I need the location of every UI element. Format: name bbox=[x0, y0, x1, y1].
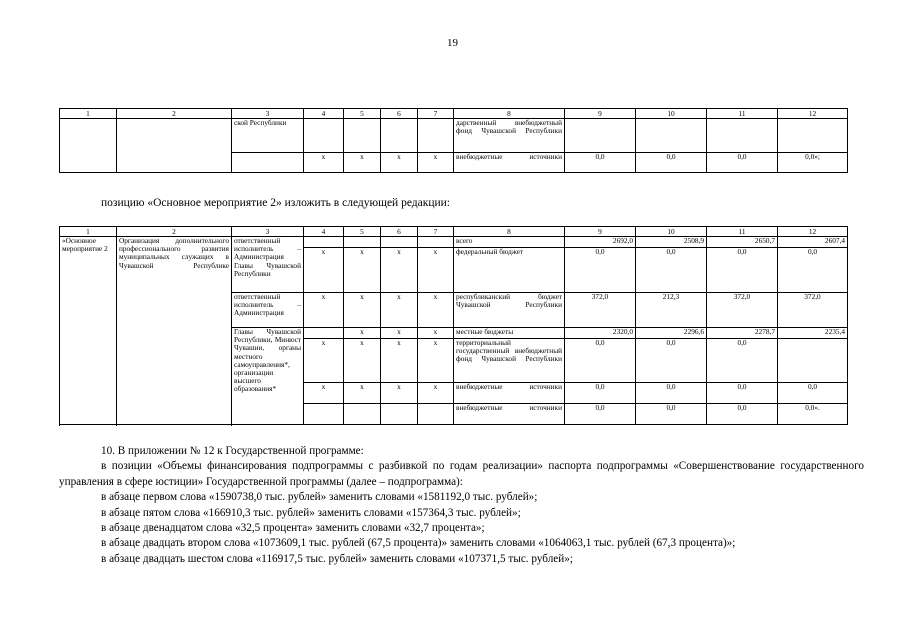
table-cell bbox=[304, 237, 344, 248]
col-header: 8 bbox=[454, 227, 565, 237]
paragraph: в позиции «Объемы финансирования подпрограммы с разбивкой по годам реализации» паспорта подпрограммы «Совершенствование государственного управления в сфере юстиции» Государственной программы (далее – подпрограмма): bbox=[59, 460, 864, 488]
executor-cell: ответственный исполнитель – Администрация Главы Чувашской Республики bbox=[232, 237, 304, 293]
table-cell: 0,0 bbox=[565, 383, 636, 404]
paragraph: 10. В приложении № 12 к Государственной программе: bbox=[101, 445, 364, 457]
col-header: 4 bbox=[304, 109, 344, 119]
table-cell: 0,0 bbox=[707, 404, 778, 425]
table-cell: федеральный бюджет bbox=[454, 248, 565, 293]
table-cell: внебюджетные источники bbox=[454, 404, 565, 425]
table-cell: ской Республики bbox=[232, 119, 304, 153]
table-cell: территориальный государственный внебюджетный фонд Чувашской Республики bbox=[454, 339, 565, 383]
table-cell bbox=[381, 119, 418, 153]
table-cell: республиканский бюджет Чувашской Республики bbox=[454, 293, 565, 328]
table-cell: 0,0»; bbox=[778, 153, 848, 173]
table-cell bbox=[418, 119, 454, 153]
table-cell: местные бюджеты bbox=[454, 328, 565, 339]
col-header: 9 bbox=[565, 227, 636, 237]
paragraph: в абзаце первом слова «1590738,0 тыс. рублей» заменить словами «1581192,0 тыс. рублей»; bbox=[101, 491, 538, 504]
table-cell bbox=[778, 119, 848, 153]
table-cell: 0,0 bbox=[565, 404, 636, 425]
col-header: 2 bbox=[117, 227, 232, 237]
table-cell: 372,0 bbox=[778, 293, 848, 328]
col-header: 1 bbox=[60, 109, 117, 119]
col-header: 4 bbox=[304, 227, 344, 237]
table-cell: 0,0 bbox=[636, 339, 707, 383]
table-cell bbox=[344, 237, 381, 248]
table-cell: x bbox=[304, 293, 344, 328]
table-cell bbox=[418, 237, 454, 248]
table-cell: x bbox=[344, 328, 381, 339]
table-row bbox=[60, 237, 848, 248]
table-cell: x bbox=[344, 383, 381, 404]
col-header: 5 bbox=[344, 109, 381, 119]
page-number: 19 bbox=[447, 37, 458, 49]
table-cell: x bbox=[418, 293, 454, 328]
table-cell: дарственный внебюджетный фонд Чувашской Республики bbox=[454, 119, 565, 153]
table-cell: 0,0 bbox=[636, 383, 707, 404]
table-cell: x bbox=[381, 293, 418, 328]
table-cell bbox=[778, 339, 848, 383]
table-cell: внебюджетные источники bbox=[454, 383, 565, 404]
table-cell bbox=[344, 404, 381, 425]
col-header: 10 bbox=[636, 227, 707, 237]
table-cell: 372,0 bbox=[565, 293, 636, 328]
table-cell: x bbox=[418, 153, 454, 173]
table-cell: x bbox=[418, 328, 454, 339]
table-cell: x bbox=[344, 293, 381, 328]
table-cell: 0,0 bbox=[565, 339, 636, 383]
table-cell: x bbox=[304, 383, 344, 404]
col-header: 7 bbox=[418, 227, 454, 237]
table-cell: x bbox=[381, 328, 418, 339]
intro-line: позицию «Основное мероприятие 2» изложить в следующей редакции: bbox=[101, 197, 450, 209]
table-cell bbox=[232, 153, 304, 173]
col-header: 12 bbox=[778, 227, 848, 237]
col-header: 3 bbox=[232, 109, 304, 119]
table-cell: 212,3 bbox=[636, 293, 707, 328]
table-row bbox=[60, 119, 848, 153]
col-header: 9 bbox=[565, 109, 636, 119]
col-header: 10 bbox=[636, 109, 707, 119]
table-cell: 0,0 bbox=[778, 248, 848, 293]
table-cell bbox=[636, 119, 707, 153]
table-cell: внебюджетные источники bbox=[454, 153, 565, 173]
measure-description-cell: Организация дополнительного профессионального развития муниципальных служащих в Чувашской Республике bbox=[117, 237, 232, 425]
col-header: 12 bbox=[778, 109, 848, 119]
table-cell bbox=[381, 237, 418, 248]
paragraph: в абзаце двадцать шестом слова «116917,5 тыс. рублей» заменить словами «107371,5 тыс. рублей»; bbox=[101, 552, 573, 565]
table-cell: x bbox=[304, 339, 344, 383]
table-cell: 0,0 bbox=[707, 248, 778, 293]
table-cell: 0,0 bbox=[707, 383, 778, 404]
table-cell: 2296,6 bbox=[636, 328, 707, 339]
table-cell: 0,0». bbox=[778, 404, 848, 425]
table-cell bbox=[304, 119, 344, 153]
table-cell bbox=[60, 119, 117, 173]
table-cell bbox=[418, 404, 454, 425]
col-header: 5 bbox=[344, 227, 381, 237]
table-cell bbox=[117, 119, 232, 173]
body-text bbox=[59, 444, 864, 567]
paragraph: в абзаце двенадцатом слова «32,5 процента» заменить словами «32,7 процента»; bbox=[101, 522, 485, 535]
table-cell: 2320,0 bbox=[565, 328, 636, 339]
paragraph: в абзаце двадцать втором слова «1073609,1 тыс. рублей (67,5 процента)» заменить словами «1064063,1 тыс. рублей (67,3 процента)»; bbox=[101, 537, 736, 550]
col-header: 11 bbox=[707, 109, 778, 119]
measure-table bbox=[59, 226, 848, 425]
col-header: 6 bbox=[381, 109, 418, 119]
table-cell bbox=[381, 404, 418, 425]
table-cell: x bbox=[418, 339, 454, 383]
table-cell: 0,0 bbox=[636, 153, 707, 173]
table-cell: x bbox=[344, 248, 381, 293]
table-header-row bbox=[60, 227, 848, 237]
table-cell: 2650,7 bbox=[707, 237, 778, 248]
table-cell: 0,0 bbox=[636, 248, 707, 293]
table-cell: 2607,4 bbox=[778, 237, 848, 248]
table-cell: 2508,9 bbox=[636, 237, 707, 248]
table-cell: x bbox=[344, 153, 381, 173]
table-cell: 372,0 bbox=[707, 293, 778, 328]
continuation-table bbox=[59, 108, 848, 173]
col-header: 2 bbox=[117, 109, 232, 119]
table-cell: x bbox=[418, 383, 454, 404]
table-cell: 2278,7 bbox=[707, 328, 778, 339]
table-header-row bbox=[60, 109, 848, 119]
table-cell: x bbox=[418, 248, 454, 293]
table-cell: 2692,0 bbox=[565, 237, 636, 248]
col-header: 11 bbox=[707, 227, 778, 237]
table-cell: x bbox=[381, 383, 418, 404]
table-cell: x bbox=[381, 153, 418, 173]
paragraph: в абзаце пятом слова «166910,3 тыс. рублей» заменить словами «157364,3 тыс. рублей»; bbox=[101, 506, 521, 519]
table-cell: x bbox=[381, 248, 418, 293]
table-cell bbox=[304, 404, 344, 425]
table-cell: всего bbox=[454, 237, 565, 248]
executor-cell: ответственный исполнитель – Администрация bbox=[232, 293, 304, 328]
table-cell bbox=[344, 119, 381, 153]
table-cell: 0,0 bbox=[778, 383, 848, 404]
table-cell: x bbox=[381, 339, 418, 383]
col-header: 6 bbox=[381, 227, 418, 237]
table-cell: 2235,4 bbox=[778, 328, 848, 339]
col-header: 7 bbox=[418, 109, 454, 119]
table-cell: x bbox=[304, 153, 344, 173]
measure-name-cell: «Основное мероприятие 2 bbox=[60, 237, 117, 425]
table-cell: 0,0 bbox=[707, 153, 778, 173]
col-header: 1 bbox=[60, 227, 117, 237]
table-cell bbox=[707, 119, 778, 153]
table-cell: 0,0 bbox=[707, 339, 778, 383]
executor-cell: Главы Чувашской Республики, Минюст Чувашии, органы местного самоуправления*, организации высшего образования* bbox=[232, 328, 304, 425]
table-cell bbox=[304, 328, 344, 339]
table-cell: 0,0 bbox=[565, 153, 636, 173]
table-cell bbox=[565, 119, 636, 153]
col-header: 3 bbox=[232, 227, 304, 237]
table-cell: 0,0 bbox=[565, 248, 636, 293]
table-cell: 0,0 bbox=[636, 404, 707, 425]
table-cell: x bbox=[304, 248, 344, 293]
col-header: 8 bbox=[454, 109, 565, 119]
table-cell: x bbox=[344, 339, 381, 383]
